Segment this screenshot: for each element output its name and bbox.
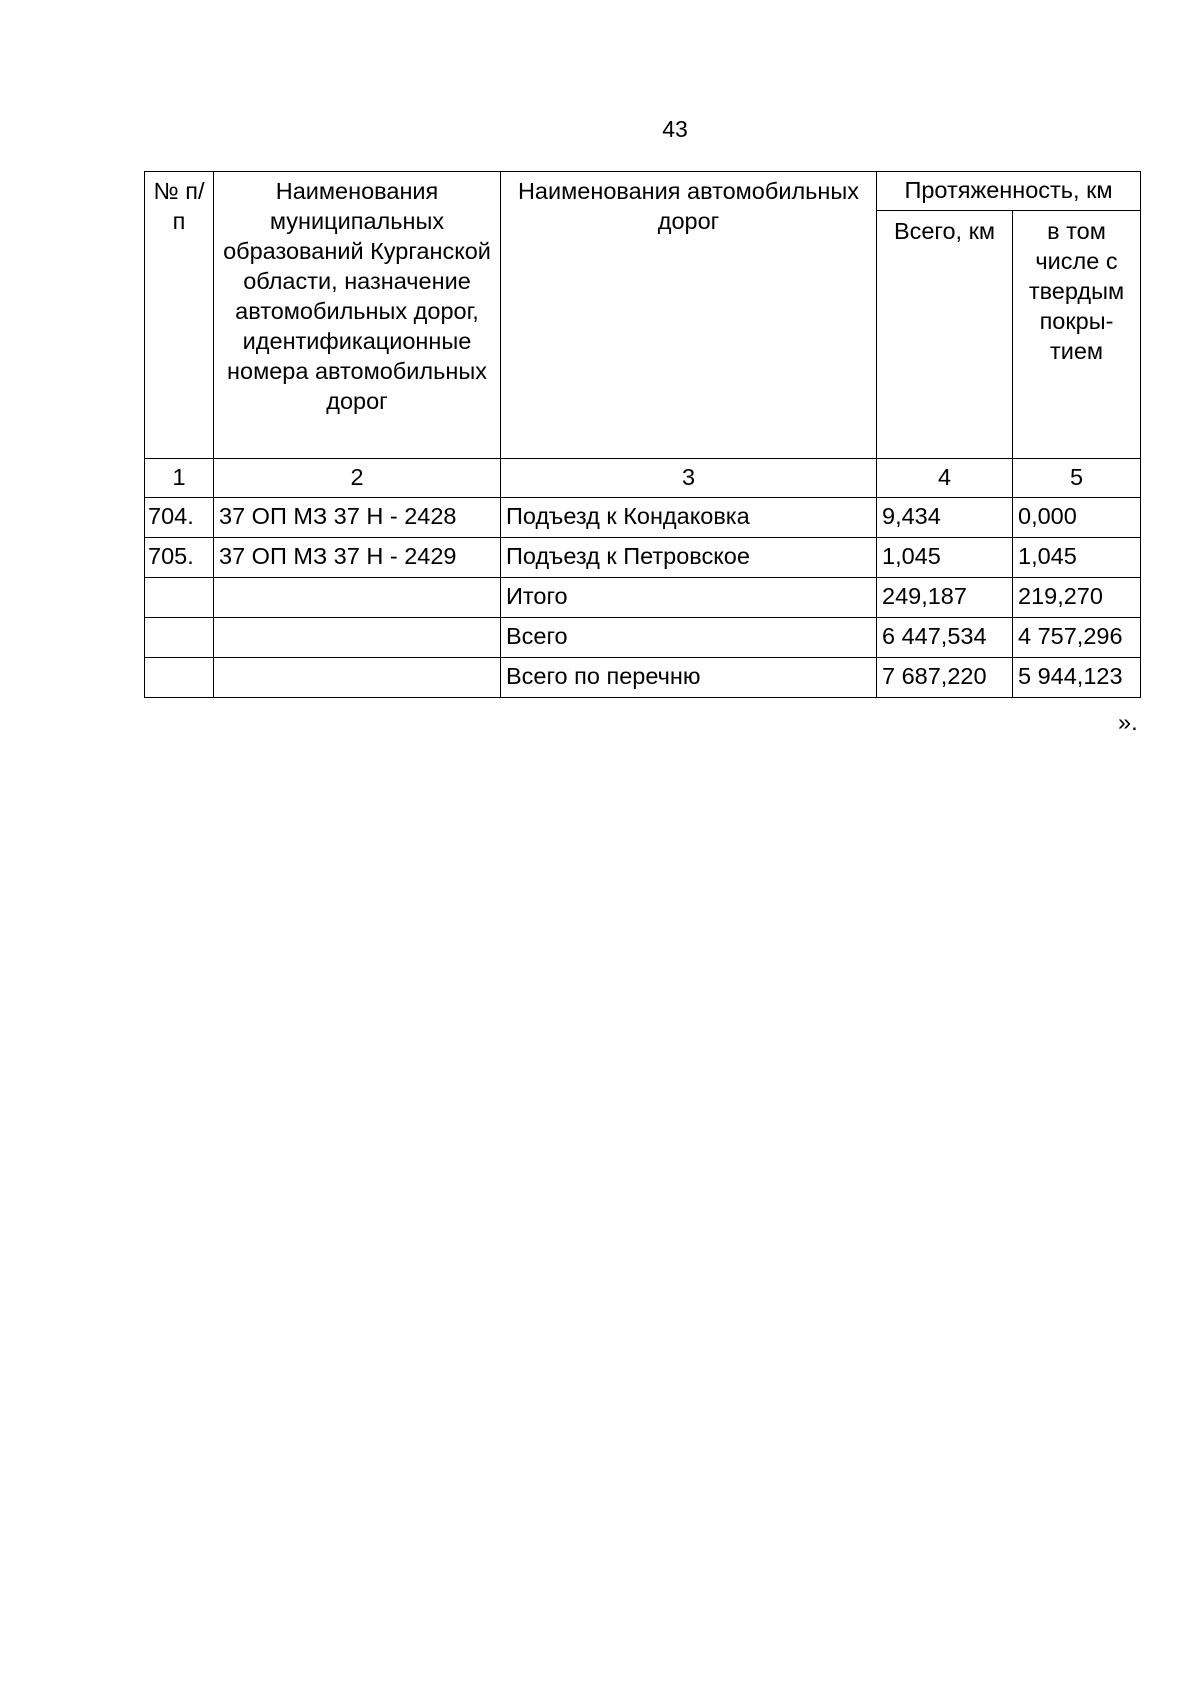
length-total: 7 687,220	[877, 658, 1013, 698]
table-row	[145, 538, 1141, 578]
length-total: 249,187	[877, 578, 1013, 618]
column-number: 5	[1013, 459, 1141, 498]
road-name: Подъезд к Кондаковка	[501, 498, 877, 538]
length-hard-surface: 4 757,296	[1013, 618, 1141, 658]
header-length-group: Протяженность, км	[877, 172, 1141, 211]
header-total-km: Всего, км	[877, 211, 1013, 459]
row-number: 704.	[145, 498, 214, 538]
road-id	[214, 658, 501, 698]
closing-quote-mark: ».	[1118, 709, 1138, 735]
length-total: 1,045	[877, 538, 1013, 578]
length-total: 9,434	[877, 498, 1013, 538]
length-hard-surface: 0,000	[1013, 498, 1141, 538]
header-road-name: Наименования автомобильных дорог	[501, 172, 877, 459]
road-id	[214, 578, 501, 618]
table-row	[145, 658, 1141, 698]
roads-table	[144, 171, 1141, 698]
road-name: Подъезд к Петровское	[501, 538, 877, 578]
row-number	[145, 658, 214, 698]
length-hard-surface: 1,045	[1013, 538, 1141, 578]
length-total: 6 447,534	[877, 618, 1013, 658]
road-name: Всего по перечню	[501, 658, 877, 698]
header-municipality: Наименования муниципальных образований Курганской области, назначение автомобильных дорог, идентификационные номера автомобильных дорог	[214, 172, 501, 459]
table-row	[145, 618, 1141, 658]
header-hard-surface: в том числе с твердым покры- тием	[1013, 211, 1141, 459]
column-number: 3	[501, 459, 877, 498]
road-name: Итого	[501, 578, 877, 618]
row-number	[145, 578, 214, 618]
road-id: 37 ОП МЗ 37 Н - 2428	[214, 498, 501, 538]
row-number: 705.	[145, 538, 214, 578]
column-number: 1	[145, 459, 214, 498]
column-number: 2	[214, 459, 501, 498]
header-number: № п/п	[145, 172, 214, 459]
length-hard-surface: 219,270	[1013, 578, 1141, 618]
table-row	[145, 498, 1141, 538]
table-row	[145, 578, 1141, 618]
road-id	[214, 618, 501, 658]
road-id: 37 ОП МЗ 37 Н - 2429	[214, 538, 501, 578]
page-number: 43	[662, 116, 688, 142]
row-number	[145, 618, 214, 658]
column-number: 4	[877, 459, 1013, 498]
road-name: Всего	[501, 618, 877, 658]
column-number-row	[145, 459, 1141, 498]
length-hard-surface: 5 944,123	[1013, 658, 1141, 698]
